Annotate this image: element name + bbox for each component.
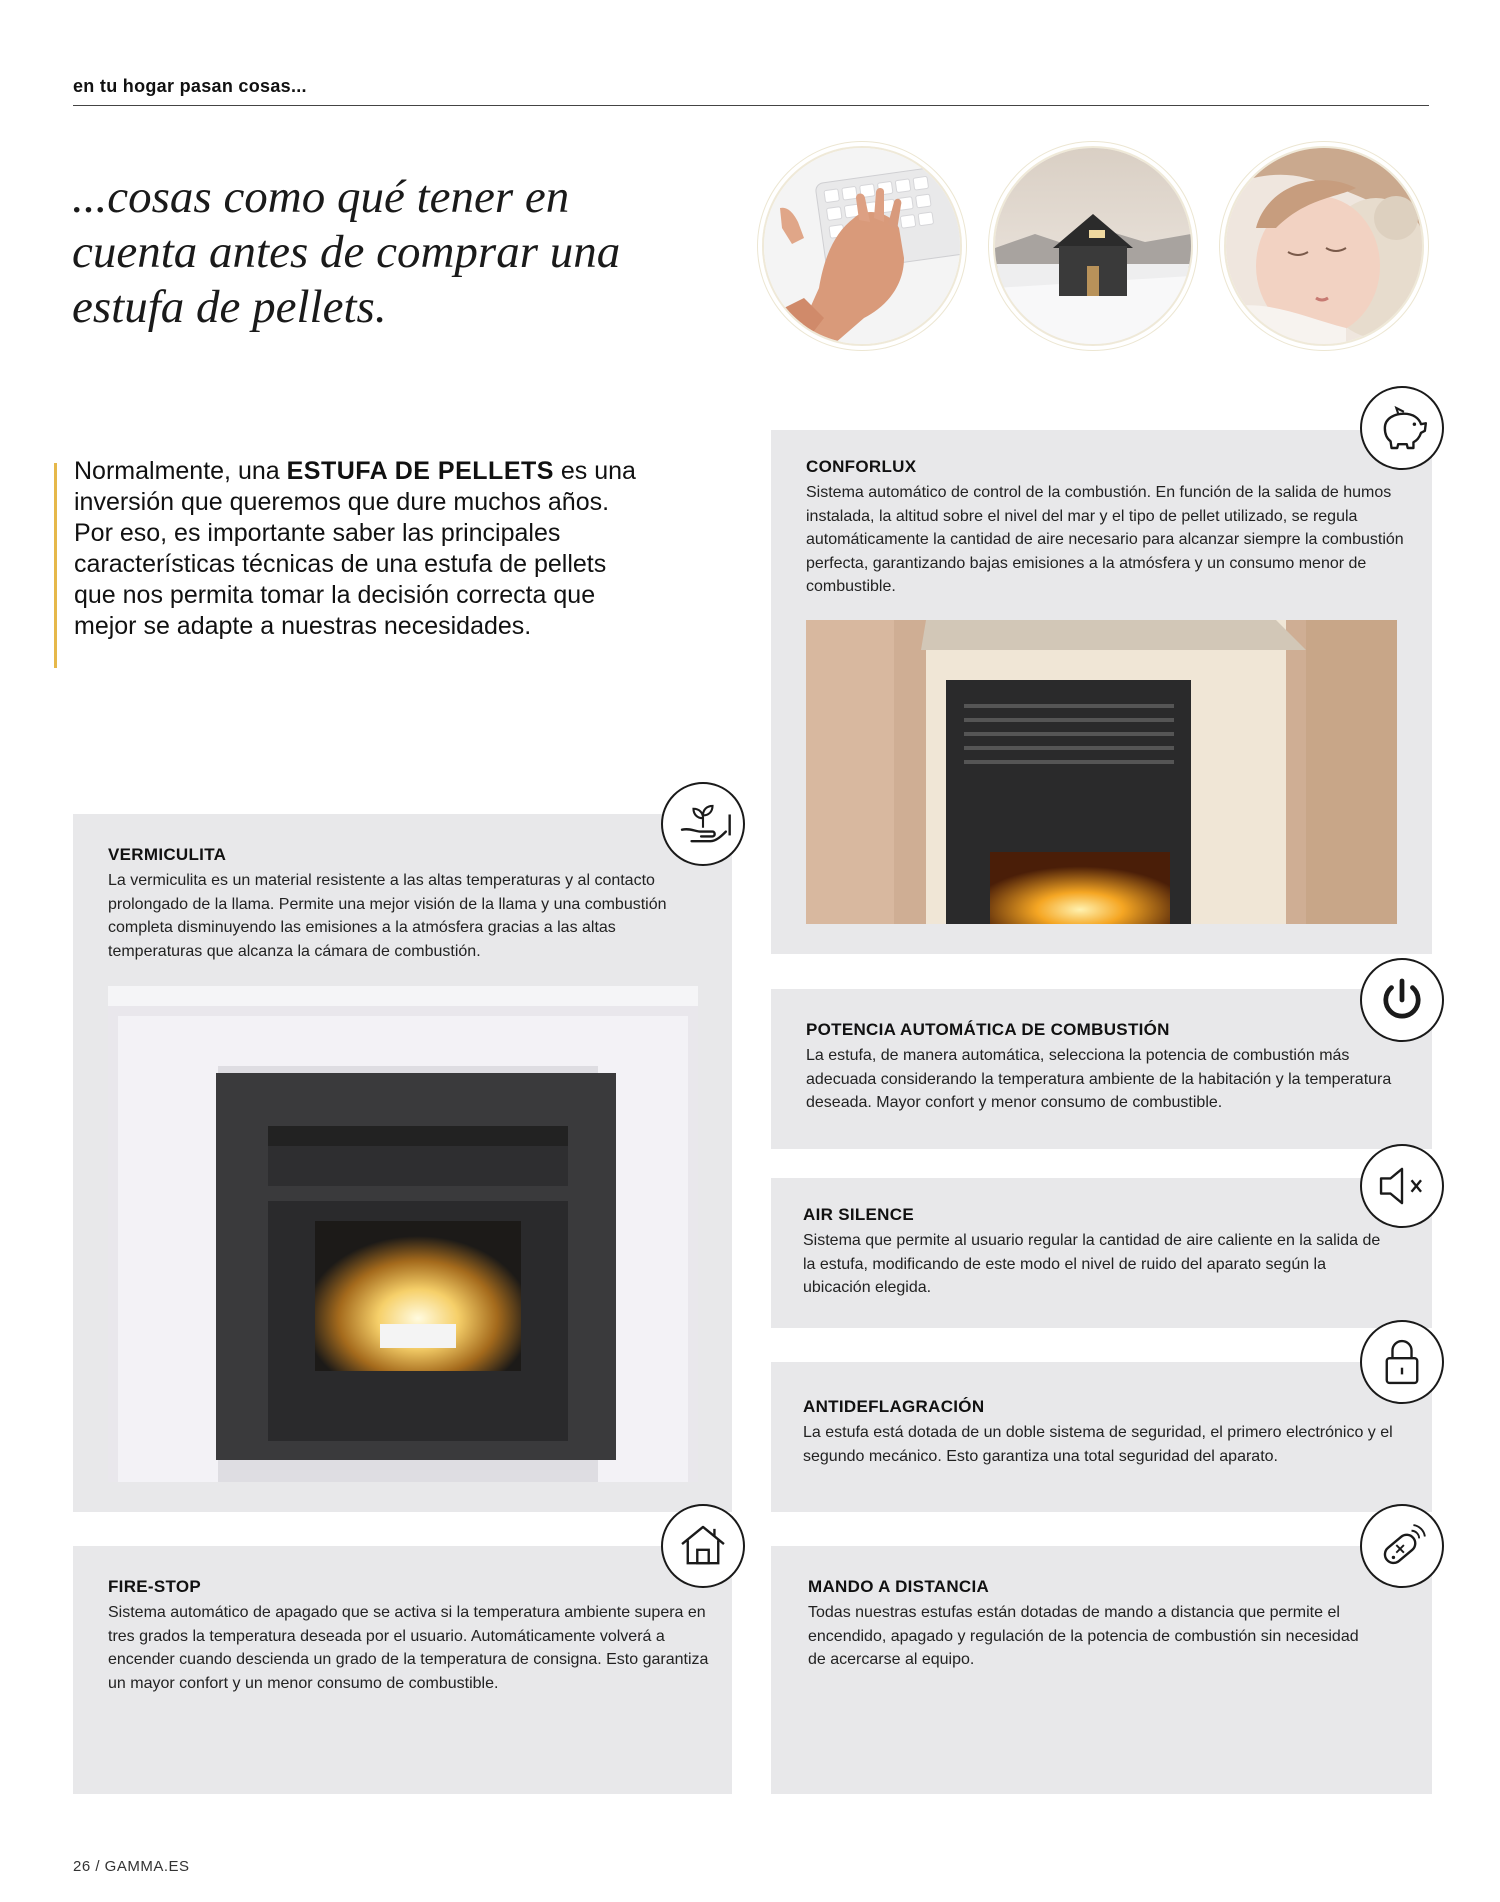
card-description: Sistema automático de control de la combustión. En función de la salida de humos instalada, la altitud sobre el nivel del mar y el tipo de pellet utilizado, se regula automáticamente la cantidad de aire necesario para alcanzar siempre la combustión perfecta, garantizando bajas emisiones a la atmósfera y un consumo menor de combustible. [806, 484, 1404, 595]
card-mando-a-distancia [771, 1546, 1432, 1794]
intro-text-lead: Normalmente, una [74, 457, 287, 485]
remote-control-icon [1360, 1504, 1444, 1588]
headline-line-3: estufa de pellets. [72, 281, 387, 333]
card-description: La estufa está dotada de un doble sistema de seguridad, el primero electrónico y el segundo mecánico. Esto garantiza una total seguridad del aparato. [803, 1424, 1393, 1465]
power-icon [1360, 958, 1444, 1042]
card-vermiculita [73, 814, 732, 1512]
plant-in-hand-icon [661, 782, 745, 866]
headline-line-1: ...cosas como qué tener en [72, 171, 570, 223]
card-title: MANDO A DISTANCIA [808, 1577, 990, 1596]
intro-accent-bar [54, 463, 57, 668]
page-headline [72, 170, 712, 335]
stove-conforlux-photo [806, 620, 1397, 924]
headline-line-2: cuenta antes de comprar una [72, 226, 621, 278]
house-in-snow-photo [993, 146, 1193, 346]
page-footer: 26 / GAMMA.ES [73, 1858, 190, 1875]
card-title: POTENCIA AUTOMÁTICA DE COMBUSTIÓN [806, 1020, 1170, 1039]
card-description: Todas nuestras estufas están dotadas de mando a distancia que permite el encendido, apagado y regulación de la potencia de combustión sin necesidad de acercarse al equipo. [808, 1604, 1359, 1668]
card-fire-stop [73, 1546, 732, 1794]
card-conforlux [771, 430, 1432, 954]
card-potencia [771, 989, 1432, 1149]
card-description: La vermiculita es un material resistente a las altas temperaturas y al contacto prolongado de la llama. Permite una mejor visión de la llama y una combustión completa disminuyendo las emisiones a la atmósfera gracias a las altas temperaturas que alcanza la cámara de combustión. [108, 872, 667, 960]
padlock-icon [1360, 1320, 1444, 1404]
stove-vermiculita-photo [108, 986, 698, 1482]
intro-paragraph [74, 456, 644, 642]
card-description: Sistema que permite al usuario regular la cantidad de aire caliente en la salida de la estufa, modificando de este modo el nivel de ruido del aparato según la ubicación elegida. [803, 1232, 1381, 1296]
card-antideflagracion [771, 1362, 1432, 1512]
card-air-silence [771, 1178, 1432, 1328]
card-title: ANTIDEFLAGRACIÓN [803, 1397, 985, 1416]
card-title: AIR SILENCE [803, 1205, 914, 1224]
intro-text-rest: es una inversión que queremos que dure muchos años. Por eso, es importante saber las principales características técnicas de una estufa de pellets que nos permita tomar la decisión correcta que mejor se adapte a nuestras necesidades. [74, 457, 636, 640]
card-description: Sistema automático de apagado que se activa si la temperatura ambiente supera en tres grados la temperatura deseada por el usuario. Automáticamente volverá a encender cuando descienda un grado de la temperatura de consigna. Esto garantiza un mayor confort y un menor consumo de combustible. [108, 1604, 709, 1692]
card-title: VERMICULITA [108, 845, 227, 864]
piggy-bank-icon [1360, 386, 1444, 470]
house-icon [661, 1504, 745, 1588]
sleeping-child-photo [1224, 146, 1424, 346]
card-title: CONFORLUX [806, 457, 917, 476]
header-divider [73, 105, 1429, 106]
card-description: La estufa, de manera automática, selecciona la potencia de combustión más adecuada considerando la temperatura ambiente de la habitación y la temperatura deseada. Mayor confort y menor consumo de combustible. [806, 1047, 1392, 1111]
intro-emphasis: ESTUFA DE PELLETS [286, 457, 554, 485]
card-title: FIRE-STOP [108, 1577, 202, 1596]
keyboard-typing-photo [762, 146, 962, 346]
mute-speaker-icon [1360, 1144, 1444, 1228]
section-label: en tu hogar pasan cosas... [73, 76, 307, 96]
